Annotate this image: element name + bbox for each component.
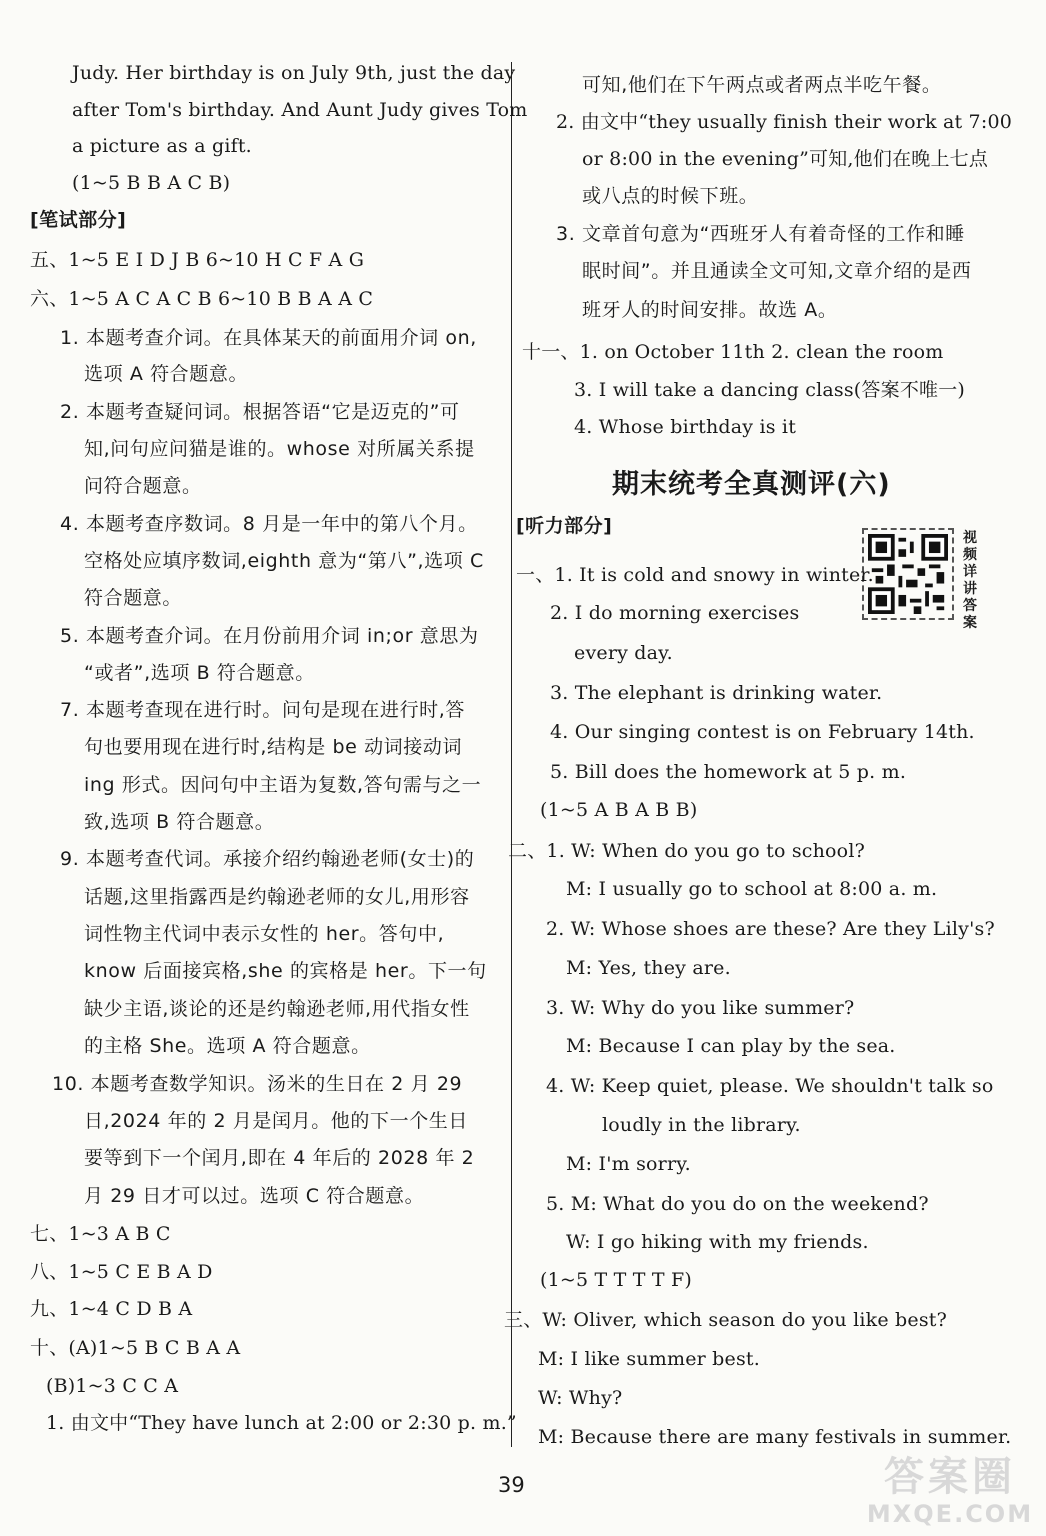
left-text-line: [笔试部分] [30,209,127,231]
right-text-line: M: I'm sorry. [566,1153,691,1175]
left-text-line: 9. 本题考查代词。承接介绍约翰逊老师(女士)的 [60,848,475,870]
qr-code[interactable] [862,528,954,620]
right-text-line: 5. Bill does the homework at 5 p. m. [550,761,907,783]
right-text-line: W: I go hiking with my friends. [566,1231,869,1253]
right-text-line: 2. W: Whose shoes are these? Are they Lily's? [546,918,995,940]
right-text-line: 5. M: What do you do on the weekend? [546,1193,929,1215]
watermark-url: MXQE.COM [866,1500,1034,1528]
left-text-line: Judy. Her birthday is on July 9th, just the day [72,62,516,84]
left-text-line: 六、1~5 A C A C B 6~10 B B A A C [30,288,374,310]
left-text-line: 句也要用现在进行时,结构是 be 动词接动词 [84,736,463,758]
left-text-line: 2. 本题考查疑问词。根据答语“它是迈克的”可 [60,401,460,423]
right-text-line: M: Because I can play by the sea. [566,1035,896,1057]
left-text-line: 月 29 日才可以过。选项 C 符合题意。 [84,1185,425,1207]
left-text-line: (1~5 B B A C B) [72,172,231,194]
right-text-line: 或八点的时候下班。 [582,185,759,207]
right-text-line: M: I like summer best. [538,1348,761,1370]
right-text-line: 3. 文章首句意为“西班牙人有着奇怪的工作和睡 [556,223,965,245]
left-text-line: 7. 本题考查现在进行时。问句是现在进行时,答 [60,699,466,721]
left-text-line: 10. 本题考查数学知识。汤米的生日在 2 月 29 [52,1073,463,1095]
left-text-line: (B)1~3 C C A [46,1375,179,1397]
watermark-logo-text: 答案圈 [884,1454,1016,1500]
left-text-line: 九、1~4 C D B A [30,1298,193,1320]
left-text-line: 词性物主代词中表示女性的 her。答句中, [84,923,445,945]
left-text-line: 问符合题意。 [84,475,202,497]
right-text-line: 3. I will take a dancing class(答案不唯一) [574,379,966,401]
right-text-line: W: Why? [538,1387,623,1409]
right-text-line: (1~5 T T T T F) [540,1269,692,1291]
right-text-line: (1~5 A B A B B) [540,799,698,821]
left-text-line: 选项 A 符合题意。 [84,363,249,385]
right-text-line: 一、1. It is cold and snowy in winter. [516,564,874,586]
page-number: 39 [498,1473,525,1497]
left-text-line: 日,2024 年的 2 月是闰月。他的下一个生日 [84,1110,469,1132]
right-text-line: or 8:00 in the evening”可知,他们在晚上七点 [582,148,989,170]
left-text-line: 符合题意。 [84,587,183,609]
section-title: 期末统考全真测评(六) [612,469,891,500]
left-text-line: know 后面接宾格,she 的宾格是 her。下一句 [84,960,487,982]
left-text-line: “或者”,选项 B 符合题意。 [84,662,315,684]
left-text-line: 话题,这里指露西是约翰逊老师的女儿,用形容 [84,886,470,908]
left-text-line: 缺少主语,谈论的还是约翰逊老师,用代指女性 [84,998,470,1020]
left-text-line: 要等到下一个闰月,即在 4 年后的 2028 年 2 [84,1147,475,1169]
right-text-line: every day. [574,642,673,664]
right-text-line: 4. Our singing contest is on February 14th. [550,721,975,743]
left-text-line: 五、1~5 E I D J B 6~10 H C F A G [30,249,365,271]
right-text-line: M: Yes, they are. [566,957,731,979]
column-divider [511,62,512,1447]
left-text-line: a picture as a gift. [72,135,252,157]
right-text-line: 3. W: Why do you like summer? [546,997,855,1019]
right-text-line: 2. 由文中“they usually finish their work at 7:00 [556,111,1013,133]
right-text-line: [听力部分] [516,515,613,537]
watermark [860,1455,1040,1533]
left-text-line: ing 形式。因问句中主语为复数,答句需与之一 [84,774,482,796]
left-text-line: 空格处应填序数词,eighth 意为“第八”,选项 C [84,550,484,572]
left-text-line: 4. 本题考查序数词。8 月是一年中的第八个月。 [60,513,478,535]
left-text-line: 5. 本题考查介词。在月份前用介词 in;or 意思为 [60,625,479,647]
right-text-line: 3. The elephant is drinking water. [550,682,883,704]
right-text-line: 4. W: Keep quiet, please. We shouldn't talk so [546,1075,994,1097]
right-text-line: 2. I do morning exercises [550,602,800,624]
left-text-line: 七、1~3 A B C [30,1223,171,1245]
right-text-line: loudly in the library. [602,1114,801,1136]
right-text-line: M: I usually go to school at 8:00 a. m. [566,878,938,900]
qr-code-icon [868,534,948,614]
right-text-line: 可知,他们在下午两点或者两点半吃午餐。 [582,74,942,96]
left-text-line: 1. 由文中“They have lunch at 2:00 or 2:30 p. m.” [46,1412,517,1434]
left-text-line: 1. 本题考查介词。在具体某天的前面用介词 on, [60,327,477,349]
left-text-line: 致,选项 B 符合题意。 [84,811,275,833]
right-text-line: M: Because there are many festivals in summer. [538,1426,1012,1448]
right-text-line: 4. Whose birthday is it [574,416,797,438]
right-text-line: 二、1. W: When do you go to school? [508,840,865,862]
left-text-line: 知,问句应问猫是谁的。whose 对所属关系提 [84,438,475,460]
left-text-line: after Tom's birthday. And Aunt Judy gives Tom [72,99,528,121]
left-text-line: 十、(A)1~5 B C B A A [30,1337,241,1359]
left-text-line: 的主格 She。选项 A 符合题意。 [84,1035,371,1057]
right-text-line: 眠时间”。并且通读全文可知,文章介绍的是西 [582,260,972,282]
qr-code-label: 视频详讲答案 [963,530,977,631]
left-text-line: 八、1~5 C E B A D [30,1261,213,1283]
right-text-line: 班牙人的时间安排。故选 A。 [582,299,838,321]
right-text-line: 三、W: Oliver, which season do you like best? [504,1309,948,1331]
right-text-line: 十一、1. on October 11th 2. clean the room [522,341,944,363]
